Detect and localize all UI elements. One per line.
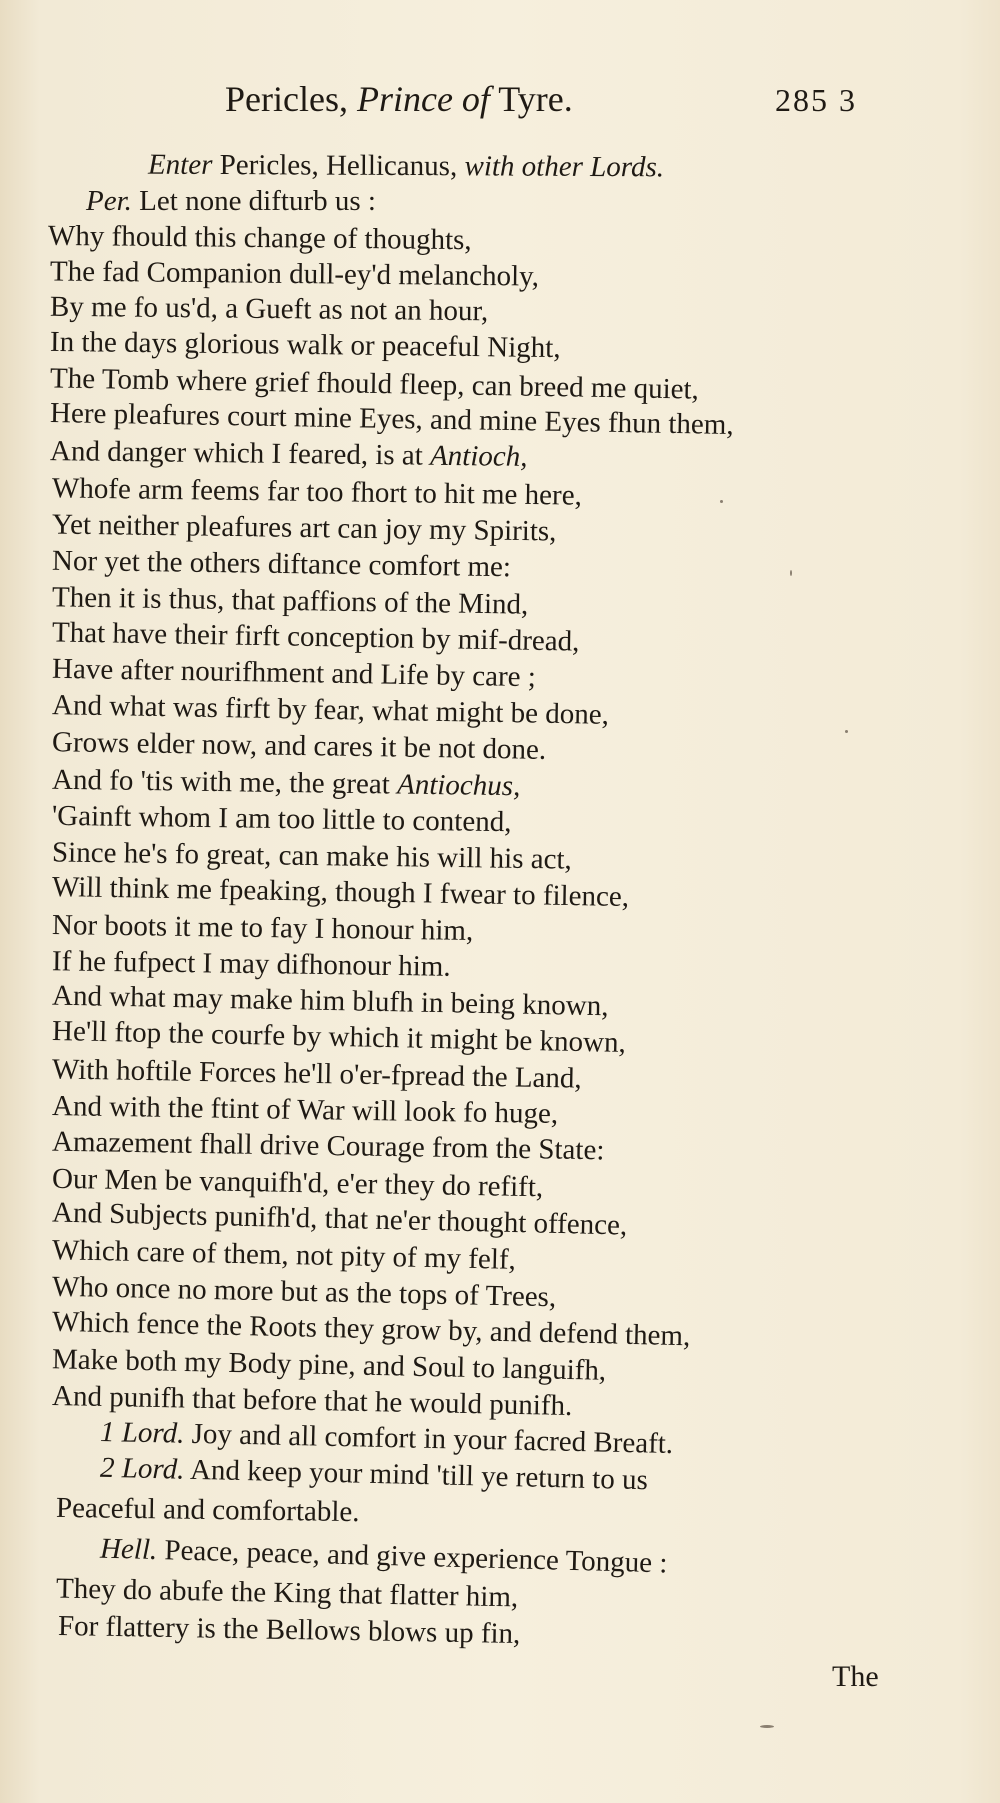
text-line: 2 Lord. And keep your mind 'till ye return to us <box>99 1451 649 1497</box>
text-line: Hell. Peace, peace, and give experience Tongue : <box>99 1532 668 1580</box>
text-line: And what may make him blufh in being known, <box>51 979 609 1023</box>
text-line: Which fence the Roots they grow by, and defend them, <box>51 1305 691 1353</box>
text-line: And punifh that before that he would punifh. <box>51 1380 573 1422</box>
text-line: 1 Lord. Joy and all comfort in your facred Breaft. <box>99 1416 674 1460</box>
text-line: They do abufe the King that flatter him, <box>55 1572 519 1614</box>
text-line: Yet neither pleafures art can joy my Spirits, <box>51 508 557 548</box>
text-line: The fad Companion dull-ey'd melancholy, <box>49 255 540 293</box>
text-line: Our Men be vanquifh'd, e'er they do refift, <box>51 1162 544 1204</box>
text-line: 'Gainft whom I am too little to contend, <box>51 799 512 839</box>
ink-speck <box>790 570 792 576</box>
text-line: Per. Let none difturb us : <box>86 185 376 217</box>
text-line: In the days glorious walk or peaceful Night, <box>49 325 561 365</box>
text-line: With hoftile Forces he'll o'er-fpread the Land, <box>51 1053 582 1095</box>
ink-speck <box>845 730 848 733</box>
text-line: Here pleafures court mine Eyes, and mine Eyes fhun them, <box>49 397 734 441</box>
page-number: 285 3 <box>775 82 857 118</box>
text-line: Peaceful and comfortable. <box>55 1491 360 1529</box>
speaker-name: Hell. <box>99 1532 158 1567</box>
text-line: The Tomb where grief fhould fleep, can breed me quiet, <box>49 362 700 406</box>
title-prince: Prince of <box>356 79 490 119</box>
ink-speck <box>760 1725 774 1728</box>
stage-direction: Enter Pericles, Hellicanus, with other Lords. <box>147 148 665 184</box>
speaker-name: 1 Lord. <box>99 1416 185 1450</box>
text-line: That have their firft conception by mif-dread, <box>51 616 580 658</box>
speaker-name: 2 Lord. <box>99 1451 185 1486</box>
ink-speck <box>720 500 723 503</box>
text-line: Who once no more but as the tops of Trees, <box>51 1270 557 1314</box>
text-line: Then it is thus, that paffions of the Mind, <box>51 581 529 621</box>
text-line: For flattery is the Bellows blows up fin, <box>57 1609 521 1651</box>
text-line: Amazement fhall drive Courage from the State: <box>51 1125 605 1167</box>
title-play-name: Pericles, <box>225 79 348 119</box>
text-line: And with the ftint of War will look fo huge, <box>51 1090 559 1130</box>
text-line: He'll ftop the courfe by which it might be known, <box>51 1014 627 1060</box>
text-line: Will think me fpeaking, though I fwear to filence, <box>51 870 630 914</box>
running-header <box>0 78 1000 138</box>
text-line: Nor yet the others diftance comfort me: <box>51 544 512 584</box>
running-title <box>225 78 573 120</box>
title-place: Tyre. <box>498 79 573 119</box>
text-line: Why fhould this change of thoughts, <box>47 219 472 257</box>
text-line: And Subjects punifh'd, that ne'er thought offence, <box>51 1196 628 1242</box>
text-line: And what was firft by fear, what might be done, <box>51 689 610 731</box>
text-line: Make both my Body pine, and Soul to languifh, <box>51 1343 607 1387</box>
text-line: And fo 'tis with me, the great Antiochus, <box>51 763 521 803</box>
text-line: Have after nourifhment and Life by care ; <box>51 652 537 694</box>
text-line: Nor boots it me to fay I honour him, <box>51 909 474 947</box>
text-line: And danger which I feared, is at Antioch, <box>49 435 528 473</box>
text-line: If he fufpect I may difhonour him. <box>51 945 451 983</box>
catchword: The <box>832 1660 879 1693</box>
text-line: Grows elder now, and cares it be not done. <box>51 726 547 766</box>
text-line: Since he's fo great, can make his will his act, <box>51 836 573 876</box>
text-line: By me fo us'd, a Gueft as not an hour, <box>49 290 489 328</box>
text-line: Which care of them, not pity of my felf, <box>51 1234 517 1276</box>
text-line: Whofe arm feems far too fhort to hit me here, <box>51 472 583 512</box>
speaker-name: Per. <box>86 185 132 217</box>
